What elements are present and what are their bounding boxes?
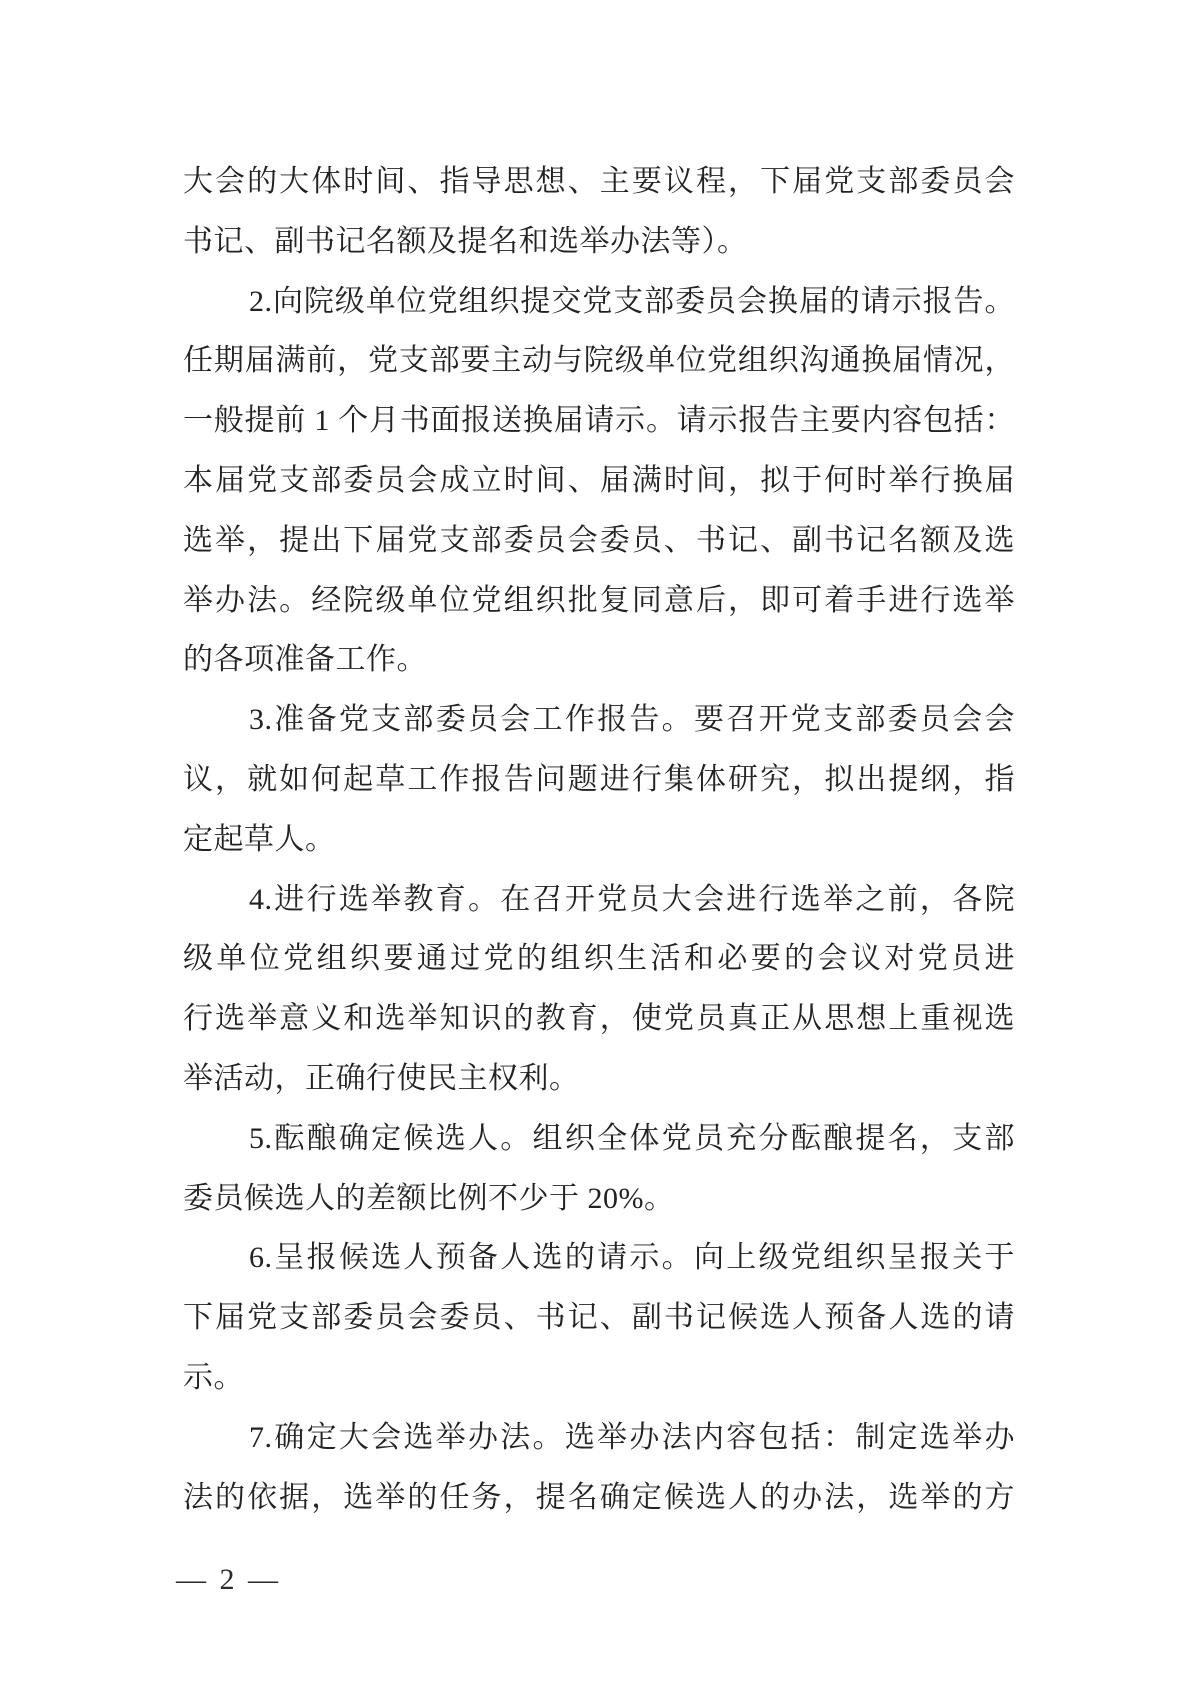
text-line: 任期届满前，党支部要主动与院级单位党组织沟通换届情况，	[183, 344, 1015, 378]
text-line: 书记、副书记名额及提名和选举办法等）。	[183, 224, 748, 258]
text-line: 法的依据，选举的任务，提名确定候选人的办法，选举的方	[183, 1480, 1015, 1514]
text-line: 举活动，正确行使民主权利。	[183, 1061, 580, 1095]
text-line: 行选举意义和选举知识的教育，使党员真正从思想上重视选	[183, 1002, 1015, 1036]
text-line-paragraph-4-start: 4.进行选举教育。在召开党员大会进行选举之前，各院	[249, 882, 1015, 916]
text-line-paragraph-7-start: 7.确定大会选举办法。选举办法内容包括：制定选举办	[249, 1420, 1015, 1454]
text-line-paragraph-3-start: 3.准备党支部委员会工作报告。要召开党支部委员会会	[249, 703, 1015, 737]
text-line: 议，就如何起草工作报告问题进行集体研究，拟出提纲，指	[183, 762, 1015, 796]
text-line: 的各项准备工作。	[183, 643, 427, 677]
text-line: 级单位党组织要通过党的组织生活和必要的会议对党员进	[183, 942, 1015, 976]
text-line: 定起草人。	[183, 822, 336, 856]
text-line: 大会的大体时间、指导思想、主要议程，下届党支部委员会	[183, 165, 1015, 198]
document-text-block	[183, 152, 1015, 1527]
text-line: 本届党支部委员会成立时间、届满时间，拟于何时举行换届	[183, 463, 1015, 497]
text-line-paragraph-2-start: 2.向院级单位党组织提交党支部委员会换届的请示报告。	[249, 284, 1015, 318]
text-line: 下届党支部委员会委员、书记、副书记候选人预备人选的请	[183, 1301, 1015, 1335]
text-line: 选举，提出下届党支部委员会委员、书记、副书记名额及选	[183, 523, 1015, 557]
text-line-paragraph-5-start: 5.酝酿确定候选人。组织全体党员充分酝酿提名，支部	[249, 1121, 1015, 1155]
page-number: — 2 —	[176, 1563, 281, 1596]
text-line: 委员候选人的差额比例不少于 20%。	[183, 1181, 675, 1215]
text-line-paragraph-6-start: 6.呈报候选人预备人选的请示。向上级党组织呈报关于	[249, 1241, 1015, 1275]
text-line: 一般提前 1 个月书面报送换届请示。请示报告主要内容包括：	[183, 404, 1015, 438]
text-line: 示。	[183, 1360, 244, 1394]
text-line: 举办法。经院级单位党组织批复同意后，即可着手进行选举	[183, 583, 1015, 617]
